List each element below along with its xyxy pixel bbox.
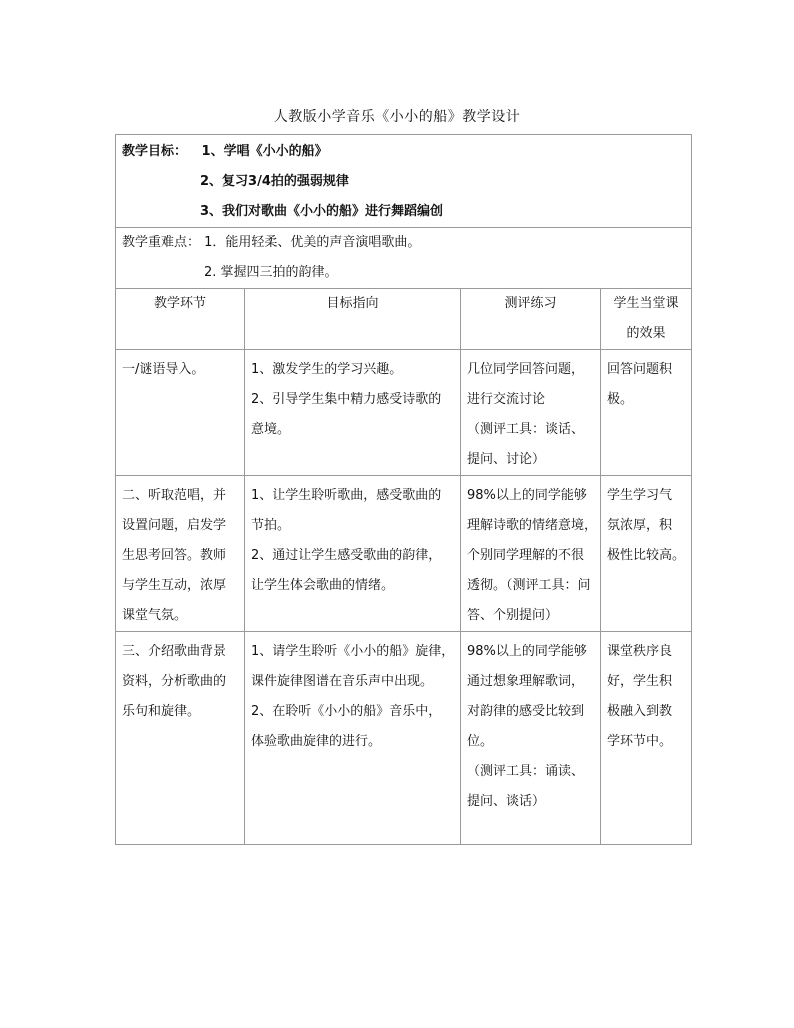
header-goal xyxy=(245,289,461,350)
goal-text: 节拍。 xyxy=(251,518,291,533)
table-row xyxy=(116,476,692,632)
goal-text: 1、请学生聆听《小小的船》旋律， xyxy=(251,644,455,659)
goal-cell xyxy=(245,350,461,476)
header-effect xyxy=(601,289,692,350)
header-stage-label: 教学环节 xyxy=(153,296,206,311)
objective-item-1: 1、学唱《小小的船》 xyxy=(201,144,328,159)
key-point-line-1 xyxy=(122,228,685,258)
objective-line-1 xyxy=(122,137,685,167)
goal-text: 2、通过让学生感受歌曲的韵律， xyxy=(251,548,442,563)
key-points-row xyxy=(116,228,692,289)
objectives-label: 教学目标： xyxy=(122,144,188,159)
goal-text: 2、在聆听《小小的船》音乐中， xyxy=(251,704,442,719)
stage-cell xyxy=(116,350,245,476)
effect-text: 学生学习气 xyxy=(607,488,673,503)
header-effect-label-1: 学生当堂课 xyxy=(613,296,679,311)
stage-cell xyxy=(116,476,245,632)
goal-text: 意境。 xyxy=(251,422,291,437)
goal-text: 课件旋律图谱在音乐声中出现。 xyxy=(251,674,434,689)
assessment-text: 对韵律的感受比较到 xyxy=(467,704,585,719)
key-points-label: 教学重难点： xyxy=(122,235,201,250)
assessment-text: 进行交流讨论 xyxy=(467,392,546,407)
objectives-row xyxy=(116,135,692,228)
assessment-text: 98%以上的同学能够 xyxy=(467,488,587,503)
stage-text: 与学生互动，浓厚 xyxy=(122,578,227,593)
assessment-text: 个别同学理解的不很 xyxy=(467,548,585,563)
objective-item-2: 2、复习3/4拍的强弱规律 xyxy=(200,174,349,189)
assessment-text: （测评工具：谈话、 xyxy=(467,422,585,437)
header-assessment-label: 测评练习 xyxy=(504,296,557,311)
header-effect-label-2: 的效果 xyxy=(626,326,666,341)
stage-cell xyxy=(116,632,245,845)
effect-text: 回答问题积 xyxy=(607,362,673,377)
effect-text: 好，学生积 xyxy=(607,674,673,689)
assessment-text: 98%以上的同学能够 xyxy=(467,644,587,659)
assessment-cell xyxy=(461,476,601,632)
assessment-text: 答、个别提问） xyxy=(467,608,559,623)
stage-text: 资料，分析歌曲的 xyxy=(122,674,227,689)
header-goal-label: 目标指向 xyxy=(326,296,379,311)
header-assessment xyxy=(461,289,601,350)
objective-item-3: 3、我们对歌曲《小小的船》进行舞蹈编创 xyxy=(200,204,444,219)
assessment-text: 几位同学回答问题， xyxy=(467,362,585,377)
stage-text: 生思考回答。教师 xyxy=(122,548,227,563)
effect-cell xyxy=(601,350,692,476)
goal-cell xyxy=(245,476,461,632)
table-row xyxy=(116,350,692,476)
table-row xyxy=(116,632,692,845)
document-title: 人教版小学音乐《小小的船》教学设计 xyxy=(273,109,521,125)
assessment-text: 提问、讨论） xyxy=(467,452,546,467)
objectives-cell xyxy=(116,135,692,228)
effect-text: 课堂秩序良 xyxy=(607,644,673,659)
effect-text: 极性比较高。 xyxy=(607,548,686,563)
stage-text: 一/谜语导入。 xyxy=(122,362,205,377)
assessment-text: 理解诗歌的情绪意境， xyxy=(467,518,598,533)
goal-text: 让学生体会歌曲的情绪。 xyxy=(251,578,395,593)
assessment-cell xyxy=(461,632,601,845)
table-header-row xyxy=(116,289,692,350)
goal-text: 2、引导学生集中精力感受诗歌的 xyxy=(251,392,442,407)
effect-text: 极融入到教 xyxy=(607,704,673,719)
key-points-cell xyxy=(116,228,692,289)
assessment-cell xyxy=(461,350,601,476)
stage-text: 乐句和旋律。 xyxy=(122,704,201,719)
key-point-item-2: 2. 掌握四三拍的韵律。 xyxy=(204,265,338,280)
goal-text: 1、让学生聆听歌曲，感受歌曲的 xyxy=(251,488,442,503)
stage-text: 设置问题，启发学 xyxy=(122,518,227,533)
assessment-text: 通过想象理解歌词， xyxy=(467,674,585,689)
effect-text: 极。 xyxy=(607,392,634,407)
effect-cell xyxy=(601,476,692,632)
stage-text: 二、听取范唱，并 xyxy=(122,488,227,503)
assessment-text: 位。 xyxy=(467,734,494,749)
assessment-text: 透彻。（测评工具：问 xyxy=(467,578,591,593)
assessment-text: 提问、谈话） xyxy=(467,794,546,809)
goal-text: 体验歌曲旋律的进行。 xyxy=(251,734,382,749)
assessment-text: （测评工具：诵读、 xyxy=(467,764,585,779)
effect-text: 氛浓厚，积 xyxy=(607,518,673,533)
stage-text: 三、介绍歌曲背景 xyxy=(122,644,227,659)
effect-cell xyxy=(601,632,692,845)
stage-text: 课堂气氛。 xyxy=(122,608,188,623)
goal-text: 1、激发学生的学习兴趣。 xyxy=(251,362,403,377)
effect-text: 学环节中。 xyxy=(607,734,673,749)
lesson-plan-table xyxy=(115,134,692,845)
header-stage xyxy=(116,289,245,350)
goal-cell xyxy=(245,632,461,845)
key-point-item-1: 1．能用轻柔、优美的声音演唱歌曲。 xyxy=(204,235,421,250)
